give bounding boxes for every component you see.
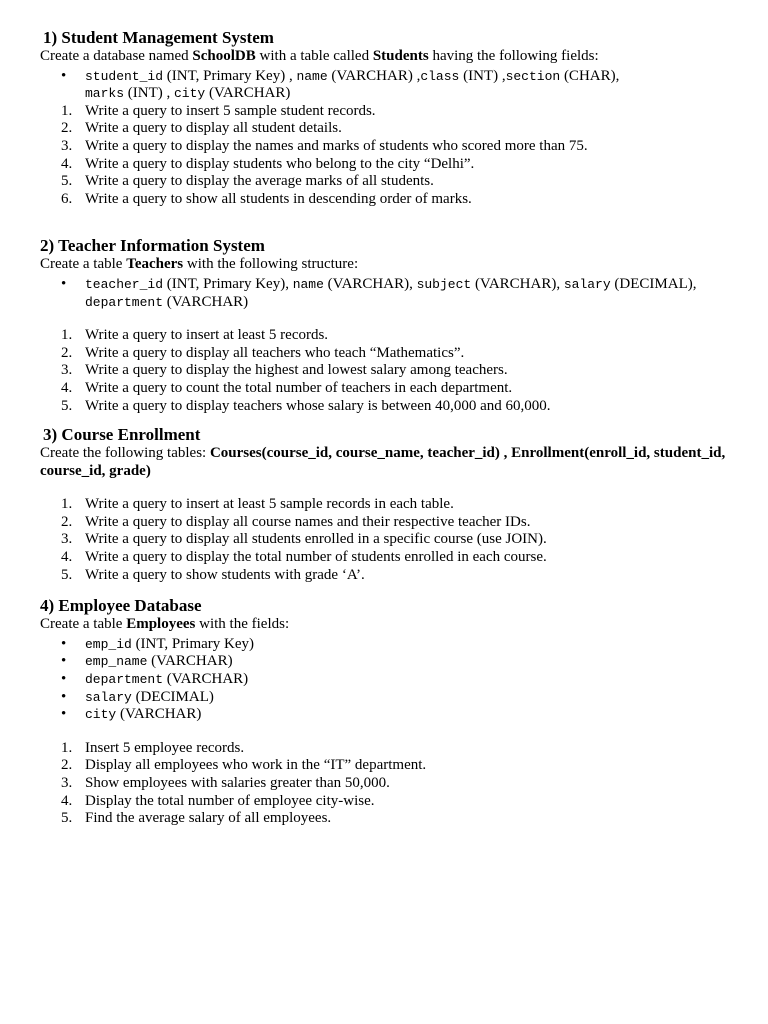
section-course-enrollment	[40, 425, 740, 584]
section-title: 3) Course Enrollment	[43, 425, 201, 445]
task-list	[40, 103, 740, 209]
document-page	[40, 28, 740, 828]
task-item: 1. Write a query to insert at least 5 sample records in each table.	[61, 496, 454, 513]
field-item: • emp_id (INT, Primary Key)	[85, 636, 740, 654]
section-intro: Create a table Employees with the fields:	[40, 616, 290, 633]
task-item: 4. Write a query to count the total number of teachers in each department.	[61, 379, 513, 396]
task-item: 4. Display the total number of employee city-wise.	[61, 792, 375, 809]
task-list	[40, 496, 740, 584]
task-item: 4. Write a query to display students who belong to the city “Delhi”.	[61, 155, 475, 172]
task-item: 3. Write a query to display all students enrolled in a specific course (use JOIN).	[61, 531, 547, 548]
field-list	[40, 636, 740, 724]
task-item: 5. Find the average salary of all employees.	[61, 810, 332, 827]
field-item: • city (VARCHAR)	[85, 706, 740, 724]
task-item: 2. Write a query to display all teachers who teach “Mathematics”.	[61, 344, 465, 361]
task-list	[40, 327, 740, 415]
task-item: 6. Write a query to show all students in descending order of marks.	[61, 190, 472, 207]
field-item: • department (VARCHAR)	[85, 671, 740, 689]
task-item: 2. Write a query to display all student details.	[61, 120, 342, 137]
section-title: 1) Student Management System	[43, 28, 274, 47]
task-item: 1. Write a query to insert 5 sample student records.	[61, 102, 376, 119]
task-item: 4. Write a query to display the total number of students enrolled in each course.	[61, 549, 547, 566]
task-item: 5. Write a query to show students with grade ‘A’.	[61, 566, 365, 583]
section-employee-database	[40, 596, 740, 828]
task-item: 1. Insert 5 employee records.	[61, 739, 245, 756]
task-item: 3. Show employees with salaries greater than 50,000.	[61, 775, 390, 791]
task-item: 2. Display all employees who work in the “IT” department.	[61, 757, 427, 774]
field-item: • student_id (INT, Primary Key) , name (VARCHAR) ,class (INT) ,section (CHAR), marks (INT) , city (VARCHAR)	[85, 68, 740, 103]
task-list	[40, 740, 740, 828]
section-student-management	[40, 28, 740, 208]
field-item: • emp_name (VARCHAR)	[85, 653, 740, 671]
task-item: 5. Write a query to display teachers whose salary is between 40,000 and 60,000.	[61, 397, 551, 414]
task-item: 1. Write a query to insert at least 5 records.	[61, 327, 329, 344]
field-item: • salary (DECIMAL)	[85, 689, 740, 707]
section-teacher-information	[40, 236, 740, 415]
task-item: 5. Write a query to display the average marks of all students.	[61, 173, 434, 190]
section-title: 2) Teacher Information System	[40, 236, 265, 256]
task-item: 3. Write a query to display the highest and lowest salary among teachers.	[61, 362, 508, 379]
section-intro: Create a table Teachers with the following structure:	[40, 256, 359, 273]
task-item: 3. Write a query to display the names and marks of students who scored more than 75.	[61, 137, 588, 154]
task-item: 2. Write a query to display all course names and their respective teacher IDs.	[61, 513, 531, 530]
field-list	[40, 276, 740, 311]
section-intro: Create a database named SchoolDB with a table called Students having the following fields:	[40, 48, 599, 64]
section-intro: Create the following tables: Courses(course_id, course_name, teacher_id) , Enrollment(enroll_id, student_id, course_id, grade)	[40, 445, 726, 479]
field-list	[40, 68, 740, 103]
field-item: • teacher_id (INT, Primary Key), name (VARCHAR), subject (VARCHAR), salary (DECIMAL), department (VARCHAR)	[85, 276, 740, 311]
section-title: 4) Employee Database	[40, 596, 202, 616]
